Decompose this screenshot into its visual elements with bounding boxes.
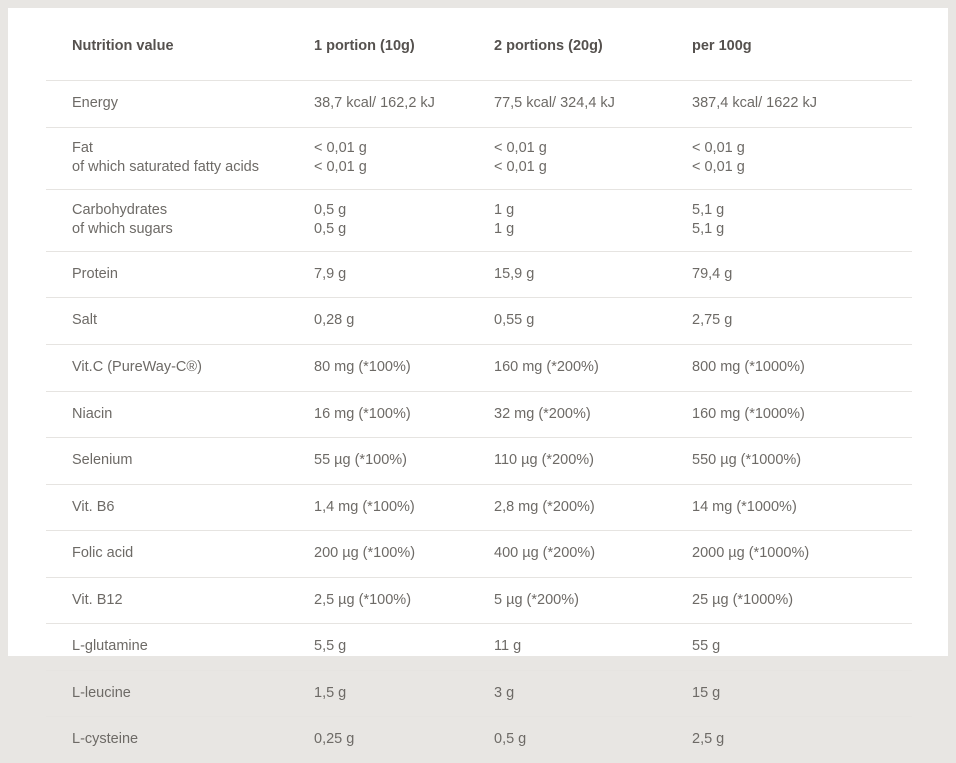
cell-line: 79,4 g bbox=[692, 265, 912, 285]
column-header-per-100g: per 100g bbox=[692, 30, 912, 81]
cell-line: L-cysteine bbox=[72, 730, 314, 750]
cell-nutrition-value bbox=[46, 189, 314, 251]
cell-line: 387,4 kcal/ 1622 kJ bbox=[692, 94, 912, 114]
cell-line: Vit. B6 bbox=[72, 498, 314, 518]
table-row bbox=[46, 391, 912, 438]
cell-line: 0,28 g bbox=[314, 311, 494, 331]
table-header bbox=[46, 30, 912, 81]
table-row bbox=[46, 717, 912, 763]
cell-one-portion bbox=[314, 484, 494, 531]
cell-line: Fat bbox=[72, 139, 314, 159]
cell-line: Niacin bbox=[72, 405, 314, 425]
cell-line: L-glutamine bbox=[72, 637, 314, 657]
cell-line: 5,5 g bbox=[314, 637, 494, 657]
cell-one-portion bbox=[314, 127, 494, 189]
table-row bbox=[46, 251, 912, 298]
cell-one-portion bbox=[314, 298, 494, 345]
cell-one-portion bbox=[314, 577, 494, 624]
cell-one-portion bbox=[314, 391, 494, 438]
cell-line: 77,5 kcal/ 324,4 kJ bbox=[494, 94, 692, 114]
cell-one-portion bbox=[314, 438, 494, 485]
cell-line: 80 mg (*100%) bbox=[314, 358, 494, 378]
table-row bbox=[46, 189, 912, 251]
cell-nutrition-value bbox=[46, 717, 314, 763]
cell-per-100g bbox=[692, 577, 912, 624]
cell-per-100g bbox=[692, 484, 912, 531]
cell-one-portion bbox=[314, 531, 494, 578]
cell-line: < 0,01 g bbox=[494, 158, 692, 178]
cell-two-portions bbox=[494, 577, 692, 624]
cell-two-portions bbox=[494, 251, 692, 298]
cell-per-100g bbox=[692, 344, 912, 391]
cell-line: 2,5 g bbox=[692, 730, 912, 750]
cell-one-portion bbox=[314, 670, 494, 717]
cell-line: 110 µg (*200%) bbox=[494, 451, 692, 471]
cell-two-portions bbox=[494, 391, 692, 438]
table-row bbox=[46, 81, 912, 128]
cell-one-portion bbox=[314, 624, 494, 671]
cell-line: 1,4 mg (*100%) bbox=[314, 498, 494, 518]
cell-two-portions bbox=[494, 531, 692, 578]
cell-per-100g bbox=[692, 127, 912, 189]
header-row bbox=[46, 30, 912, 81]
cell-line: 2,8 mg (*200%) bbox=[494, 498, 692, 518]
table-row bbox=[46, 670, 912, 717]
cell-line: 55 µg (*100%) bbox=[314, 451, 494, 471]
cell-line: 0,55 g bbox=[494, 311, 692, 331]
cell-line: 5 µg (*200%) bbox=[494, 591, 692, 611]
cell-nutrition-value bbox=[46, 577, 314, 624]
table-row bbox=[46, 531, 912, 578]
cell-line: 15,9 g bbox=[494, 265, 692, 285]
cell-line: 160 mg (*200%) bbox=[494, 358, 692, 378]
table-row bbox=[46, 127, 912, 189]
cell-line: 25 µg (*1000%) bbox=[692, 591, 912, 611]
cell-nutrition-value bbox=[46, 81, 314, 128]
cell-line: 3 g bbox=[494, 684, 692, 704]
cell-line: 1 g bbox=[494, 220, 692, 240]
cell-line: < 0,01 g bbox=[314, 158, 494, 178]
cell-line: 55 g bbox=[692, 637, 912, 657]
cell-line: 38,7 kcal/ 162,2 kJ bbox=[314, 94, 494, 114]
cell-nutrition-value bbox=[46, 438, 314, 485]
cell-line: of which sugars bbox=[72, 220, 314, 240]
cell-line: of which saturated fatty acids bbox=[72, 158, 314, 178]
table-row bbox=[46, 298, 912, 345]
cell-nutrition-value bbox=[46, 344, 314, 391]
cell-line: 0,25 g bbox=[314, 730, 494, 750]
cell-per-100g bbox=[692, 531, 912, 578]
cell-line: 200 µg (*100%) bbox=[314, 544, 494, 564]
cell-two-portions bbox=[494, 189, 692, 251]
cell-line: < 0,01 g bbox=[692, 158, 912, 178]
cell-per-100g bbox=[692, 670, 912, 717]
table-row bbox=[46, 577, 912, 624]
cell-line: 0,5 g bbox=[494, 730, 692, 750]
cell-line: Salt bbox=[72, 311, 314, 331]
cell-line: Folic acid bbox=[72, 544, 314, 564]
cell-one-portion bbox=[314, 81, 494, 128]
table-row bbox=[46, 344, 912, 391]
table-row bbox=[46, 624, 912, 671]
cell-line: 2000 µg (*1000%) bbox=[692, 544, 912, 564]
column-header-one-portion: 1 portion (10g) bbox=[314, 30, 494, 81]
cell-line: 0,5 g bbox=[314, 220, 494, 240]
cell-per-100g bbox=[692, 624, 912, 671]
cell-line: 2,75 g bbox=[692, 311, 912, 331]
cell-line: 14 mg (*1000%) bbox=[692, 498, 912, 518]
cell-line: Vit.C (PureWay-C®) bbox=[72, 358, 314, 378]
table-row bbox=[46, 484, 912, 531]
cell-line: L-leucine bbox=[72, 684, 314, 704]
cell-two-portions bbox=[494, 624, 692, 671]
cell-line: 32 mg (*200%) bbox=[494, 405, 692, 425]
cell-per-100g bbox=[692, 438, 912, 485]
cell-nutrition-value bbox=[46, 391, 314, 438]
cell-line: Protein bbox=[72, 265, 314, 285]
table-row bbox=[46, 438, 912, 485]
column-header-two-portions: 2 portions (20g) bbox=[494, 30, 692, 81]
cell-per-100g bbox=[692, 189, 912, 251]
nutrition-table bbox=[46, 30, 912, 763]
cell-line: 5,1 g bbox=[692, 220, 912, 240]
cell-one-portion bbox=[314, 344, 494, 391]
cell-nutrition-value bbox=[46, 670, 314, 717]
cell-two-portions bbox=[494, 344, 692, 391]
cell-line: Energy bbox=[72, 94, 314, 114]
cell-line: 800 mg (*1000%) bbox=[692, 358, 912, 378]
cell-nutrition-value bbox=[46, 251, 314, 298]
cell-line: 1 g bbox=[494, 201, 692, 221]
cell-per-100g bbox=[692, 298, 912, 345]
cell-one-portion bbox=[314, 189, 494, 251]
cell-line: 550 µg (*1000%) bbox=[692, 451, 912, 471]
cell-line: 16 mg (*100%) bbox=[314, 405, 494, 425]
cell-two-portions bbox=[494, 670, 692, 717]
cell-two-portions bbox=[494, 717, 692, 763]
cell-line: 15 g bbox=[692, 684, 912, 704]
cell-two-portions bbox=[494, 484, 692, 531]
cell-line: Selenium bbox=[72, 451, 314, 471]
cell-nutrition-value bbox=[46, 127, 314, 189]
cell-nutrition-value bbox=[46, 484, 314, 531]
column-header-nutrition-value: Nutrition value bbox=[46, 30, 314, 81]
cell-line: 1,5 g bbox=[314, 684, 494, 704]
cell-line: 7,9 g bbox=[314, 265, 494, 285]
cell-line: < 0,01 g bbox=[494, 139, 692, 159]
cell-per-100g bbox=[692, 251, 912, 298]
cell-line: Vit. B12 bbox=[72, 591, 314, 611]
nutrition-table-panel bbox=[8, 8, 948, 656]
cell-two-portions bbox=[494, 438, 692, 485]
cell-line: 160 mg (*1000%) bbox=[692, 405, 912, 425]
cell-one-portion bbox=[314, 251, 494, 298]
cell-line: 2,5 µg (*100%) bbox=[314, 591, 494, 611]
table-body bbox=[46, 81, 912, 763]
cell-per-100g bbox=[692, 391, 912, 438]
cell-one-portion bbox=[314, 717, 494, 763]
cell-nutrition-value bbox=[46, 298, 314, 345]
cell-nutrition-value bbox=[46, 624, 314, 671]
cell-line: 400 µg (*200%) bbox=[494, 544, 692, 564]
cell-line: 11 g bbox=[494, 637, 692, 657]
cell-two-portions bbox=[494, 298, 692, 345]
cell-line: < 0,01 g bbox=[314, 139, 494, 159]
cell-two-portions bbox=[494, 81, 692, 128]
cell-nutrition-value bbox=[46, 531, 314, 578]
cell-line: 5,1 g bbox=[692, 201, 912, 221]
cell-per-100g bbox=[692, 717, 912, 763]
cell-two-portions bbox=[494, 127, 692, 189]
cell-per-100g bbox=[692, 81, 912, 128]
cell-line: 0,5 g bbox=[314, 201, 494, 221]
cell-line: Carbohydrates bbox=[72, 201, 314, 221]
cell-line: < 0,01 g bbox=[692, 139, 912, 159]
